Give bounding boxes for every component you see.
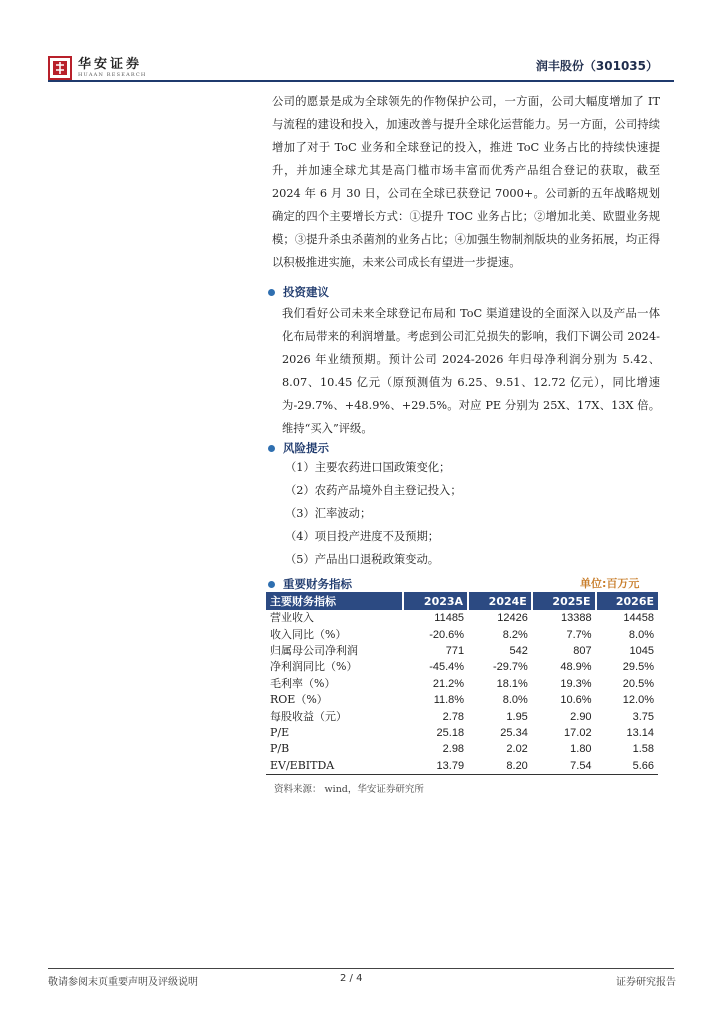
footer-disclaimer: 敬请参阅末页重要声明及评级说明 (48, 977, 198, 988)
row-label-cell: P/B (270, 742, 290, 756)
value-cell: -45.4% (429, 661, 465, 674)
value-cell: 7.54 (532, 758, 596, 775)
value-cell: 21.2% (432, 677, 465, 690)
value-cell: 12426 (497, 612, 528, 625)
value-cell: 48.9% (560, 661, 592, 674)
value-cell: 1.80 (570, 743, 592, 756)
value-cell: 13.79 (403, 758, 468, 775)
value-cell: 17.02 (564, 726, 592, 739)
risk-list (285, 456, 462, 571)
page-header (48, 56, 674, 88)
row-label-cell: 营业收入 (270, 611, 314, 625)
value-cell: 8.20 (468, 758, 532, 775)
table-row (266, 659, 658, 675)
value-cell: 807 (573, 644, 592, 657)
footer-divider (48, 968, 674, 969)
header-cell: 2023A (403, 592, 468, 610)
risk-item: （4）项目投产进度不及预期； (285, 530, 440, 543)
value-cell: 1.95 (506, 710, 528, 723)
bullet-icon (268, 581, 275, 588)
value-cell: 8.2% (502, 628, 528, 641)
section-title-investment (268, 284, 329, 300)
logo-text (78, 57, 146, 79)
risk-item: （2）农药产品境外自主登记投入； (285, 484, 462, 497)
row-label-cell: 毛利率（%） (270, 676, 336, 690)
huaan-logo-icon (48, 56, 72, 80)
logo-name-en: HUAAN RESEARCH (78, 72, 147, 78)
section-title-risk (268, 440, 329, 456)
body-paragraph-outlook: 公司的愿景是成为全球领先的作物保护公司，一方面，公司大幅度增加了 IT 与流程的建设和投入，加速改善与提升全球化运营能力。另一方面，公司持续增加了对于 ToC 业务和全球登记的投入，推进 ToC 业务占比的持续快速提升，并加速全球尤其是高门槛市场丰富而优秀产品组合登记的获取，截至 2024 年 6 月 30 日，公司在全球已获登记 7000+。公司新的五年战略规划确定的四个主要增长方式：①提升 TOC 业务占比；②增加北美、欧盟业务规模；③提升杀虫杀菌剂的业务占比；④加强生物制剂版块的业务拓展，均正得以积极推进实施，未来公司成长有望进一步提速。 (272, 95, 660, 269)
row-label-cell: EV/EBITDA (266, 758, 403, 775)
value-cell: 771 (445, 644, 465, 657)
value-cell: 11.8% (433, 694, 465, 707)
risk-item: （5）产品出口退税政策变动。 (285, 553, 440, 566)
value-cell: 25.34 (500, 726, 528, 739)
value-cell: 12.0% (622, 694, 654, 707)
value-cell: 13388 (560, 612, 592, 625)
value-cell: -29.7% (492, 661, 528, 674)
value-cell: 19.3% (560, 677, 592, 690)
table-header-row (266, 592, 658, 610)
value-cell: 25.18 (436, 726, 465, 739)
row-label-cell: ROE（%） (270, 693, 328, 707)
stock-title: 润丰股份（301035） (535, 59, 658, 73)
table-row (266, 676, 658, 692)
value-cell: 2.90 (570, 710, 592, 723)
row-label-cell: P/E (270, 725, 290, 739)
risk-item: （1）主要农药进口国政策变化； (285, 461, 451, 474)
table-body (266, 610, 658, 774)
table-row (266, 741, 658, 757)
table-row (266, 692, 658, 708)
value-cell: 11485 (434, 612, 465, 625)
body-paragraph-investment: 我们看好公司未来全球登记布局和 ToC 渠道建设的全面深入以及产品一体化布局带来的利润增量。考虑到公司汇兑损失的影响，我们下调公司 2024-2026 年业绩预期。预计公司 2024-2026 年归母净利润分别为 5.42、8.07、10.45 亿元（原预测值为 6.25、9.51、12.72 亿元），同比增速为-29.7%、+48.9%、+29.5%。对应 PE 分别为 25X、17X、13X 倍。维持“买入”评级。 (282, 307, 660, 435)
value-cell: 13.14 (626, 726, 654, 739)
investment-title: 投资建议 (283, 285, 329, 299)
header-cell: 2025E (532, 592, 596, 610)
page-number: 2 / 4 (340, 973, 363, 984)
value-cell: 10.6% (560, 694, 592, 707)
table-row (266, 758, 658, 775)
logo-name-cn: 华安证券 (78, 57, 143, 72)
value-cell: 8.0% (502, 694, 528, 707)
table-row (266, 610, 658, 626)
value-cell: 2.78 (442, 710, 465, 723)
table-row (266, 643, 658, 659)
risk-item: （3）汇率波动； (285, 507, 372, 520)
financial-table (266, 592, 658, 775)
value-cell: -20.6% (429, 628, 465, 641)
header-cell: 2024E (468, 592, 532, 610)
value-cell: 8.0% (628, 628, 654, 641)
company-logo (48, 56, 146, 80)
value-cell: 2.98 (442, 743, 465, 756)
source-note: 资料来源： wind，华安证券研究所 (274, 784, 424, 795)
footer-report-type: 证券研究报告 (616, 977, 676, 988)
row-label-cell: 收入同比（%） (270, 627, 347, 641)
bullet-icon (268, 445, 275, 452)
value-cell: 5.66 (596, 758, 658, 775)
value-cell: 14458 (623, 612, 654, 625)
row-label-cell: 归属母公司净利润 (270, 643, 358, 657)
value-cell: 18.1% (496, 677, 528, 690)
table-row (266, 725, 658, 741)
financials-title: 重要财务指标 (283, 577, 352, 591)
value-cell: 20.5% (622, 677, 654, 690)
header-divider (48, 80, 674, 82)
header-cell: 主要财务指标 (266, 592, 403, 610)
table-row (266, 626, 658, 642)
section-title-financials (268, 576, 352, 592)
value-cell: 2.02 (506, 743, 528, 756)
row-label-cell: 每股收益（元） (270, 709, 347, 723)
value-cell: 7.7% (566, 628, 592, 641)
row-label-cell: 净利润同比（%） (270, 660, 358, 674)
unit-label: 单位:百万元 (580, 577, 640, 590)
value-cell: 29.5% (622, 661, 654, 674)
header-cell: 2026E (596, 592, 658, 610)
risk-title: 风险提示 (283, 441, 329, 455)
value-cell: 1.58 (632, 743, 654, 756)
value-cell: 1045 (629, 644, 654, 657)
value-cell: 3.75 (632, 710, 654, 723)
bullet-icon (268, 289, 275, 296)
table-row (266, 708, 658, 724)
value-cell: 542 (509, 644, 528, 657)
